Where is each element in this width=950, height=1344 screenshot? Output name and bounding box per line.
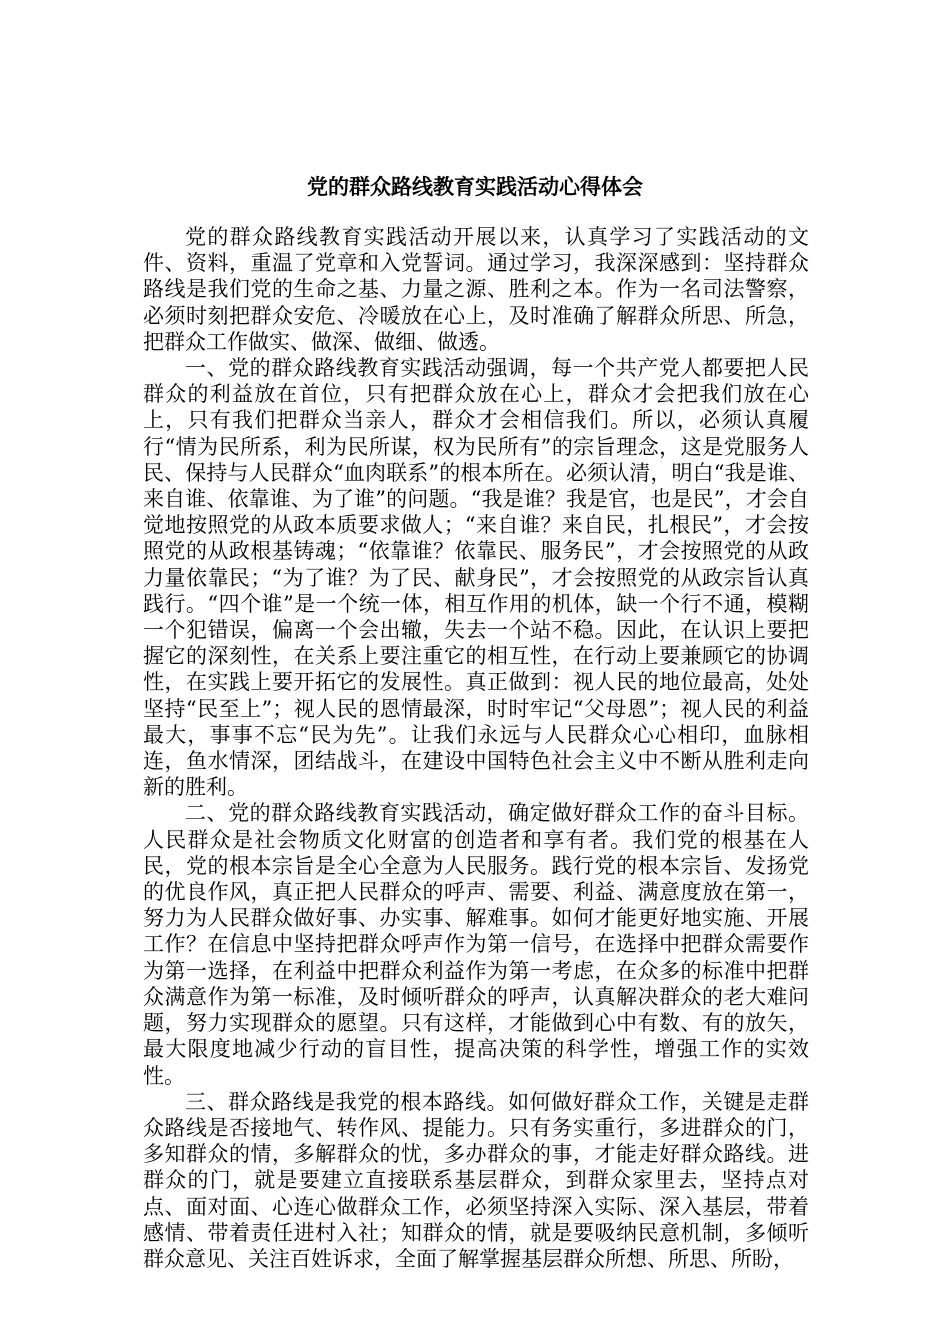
paragraph-intro: 党的群众路线教育实践活动开展以来，认真学习了实践活动的文件、资料，重温了党章和入党誓词。通过学习，我深深感到：坚持群众路线是我们党的生命之基、力量之源、胜利之本。作为一名司法警察，必须时刻把群众安危、冷暖放在心上，及时准确了解群众所思、所急，把群众工作做实、做深、做细、做透。 [143,225,809,354]
paragraph-section-three: 三、群众路线是我党的根本路线。如何做好群众工作，关键是走群众路线是否接地气、转作风、提能力。只有务实重行，多进群众的门，多知群众的情，多解群众的忧，多办群众的事，才能走好群众路线。进群众的门，就是要建立直接联系基层群众，到群众家里去，坚持点对点、面对面、心连心做群众工作，必须坚持深入实际、深入基层，带着感情、带着责任进村入社；知群众的情，就是要吸纳民意机制，多倾听群众意见、关注百姓诉求，全面了解掌握基层群众所想、所思、所盼， [143,1089,809,1271]
paragraph-section-one: 一、党的群众路线教育实践活动强调，每一个共产党人都要把人民群众的利益放在首位，只有把群众放在心上，群众才会把我们放在心上，只有我们把群众当亲人，群众才会相信我们。所以，必须认真履行“情为民所系，利为民所谋，权为民所有”的宗旨理念，这是党服务人民、保持与人民群众“血肉联系”的根本所在。必须认清，明白“我是谁、来自谁、依靠谁、为了谁”的问题。“我是谁？我是官，也是民”，才会自觉地按照党的从政本质要求做人；“来自谁？来自民，扎根民”，才会按照党的从政根基铸魂；“依靠谁？依靠民、服务民”，才会按照党的从政力量依靠民；“为了谁？为了民、献身民”，才会按照党的从政宗旨认真践行。“四个谁”是一个统一体，相互作用的机体，缺一个行不通，模糊一个犯错误，偏离一个会出辙，失去一个站不稳。因此，在认识上要把握它的深刻性，在关系上要注重它的相互性，在行动上要兼顾它的协调性，在实践上要开拓它的发展性。真正做到：视人民的地位最高，处处坚持“民至上”；视人民的恩情最深，时时牢记“父母恩”；视人民的利益最大，事事不忘“民为先”。让我们永远与人民群众心心相印，血脉相连，鱼水情深，团结战斗，在建设中国特色社会主义中不断从胜利走向新的胜利。 [143,356,809,800]
paragraph-section-two: 二、党的群众路线教育实践活动，确定做好群众工作的奋斗目标。人民群众是社会物质文化财富的创造者和享有者。我们党的根基在人民，党的根本宗旨是全心全意为人民服务。践行党的根本宗旨、发扬党的优良作风，真正把人民群众的呼声、需要、利益、满意度放在第一，努力为人民群众做好事、办实事、解难事。如何才能更好地实施、开展工作？在信息中坚持把群众呼声作为第一信号，在选择中把群众需要作为第一选择，在利益中把群众利益作为第一考虑，在众多的标准中把群众满意作为第一标准，及时倾听群众的呼声，认真解决群众的老大难问题，努力实现群众的愿望。只有这样，才能做到心中有数、有的放矢，最大限度地减少行动的盲目性，提高决策的科学性，增强工作的实效性。 [143,801,809,1088]
document-title: 党的群众路线教育实践活动心得体会 [307,174,643,199]
document-body [143,224,809,1272]
